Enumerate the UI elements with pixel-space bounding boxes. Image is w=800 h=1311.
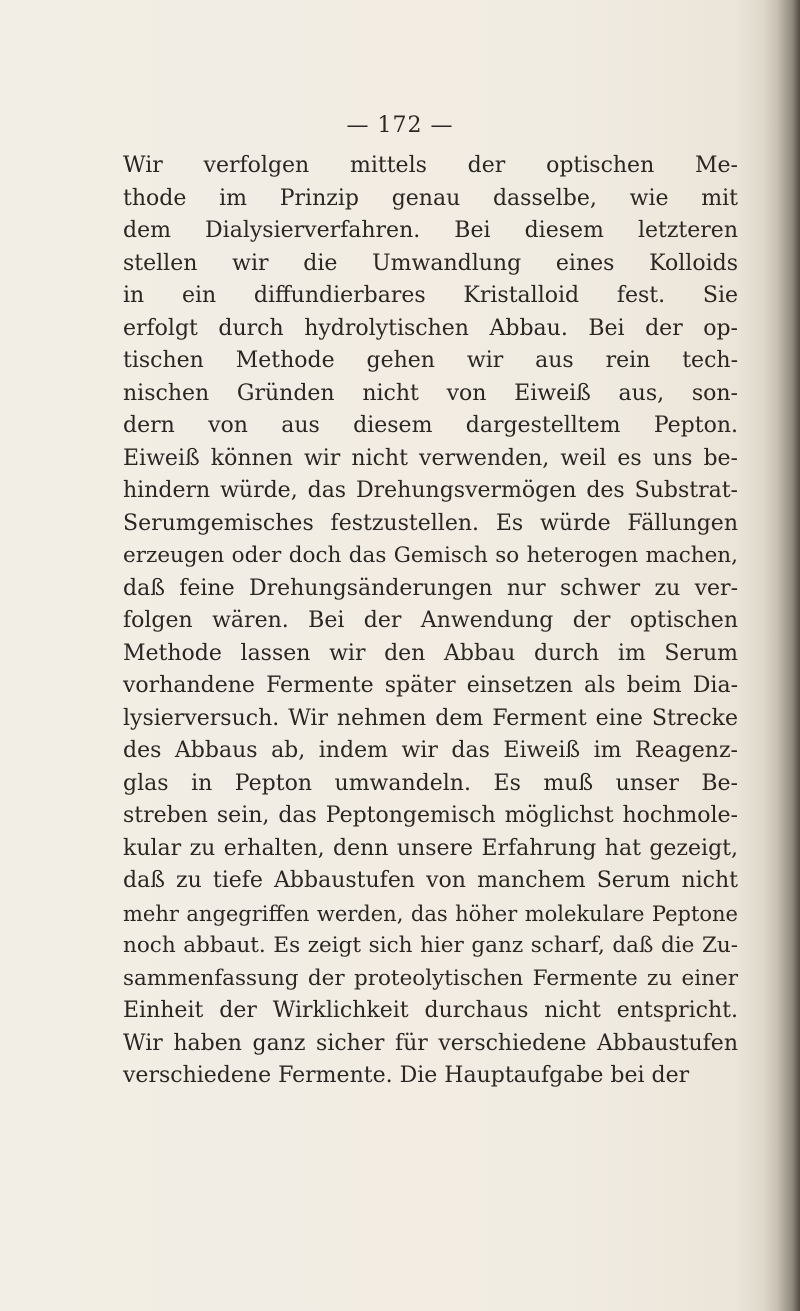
text-line: thode im Prinzip genau dasselbe, wie mit — [123, 185, 738, 211]
text-line: Methode lassen wir den Abbau durch im Serum — [123, 640, 738, 666]
text-line: erfolgt durch hydrolytischen Abbau. Bei der op- — [123, 315, 738, 341]
text-line: nischen Gründen nicht von Eiweiß aus, son- — [123, 380, 738, 406]
text-line: lysierversuch. Wir nehmen dem Ferment eine Strecke — [123, 705, 738, 731]
text-line: glas in Pepton umwandeln. Es muß unser Be- — [123, 770, 738, 796]
text-line: Einheit der Wirklichkeit durchaus nicht entspricht. — [123, 998, 738, 1023]
text-line: des Abbaus ab, indem wir das Eiweiß im Reagenz- — [123, 738, 738, 763]
text-line: folgen wären. Bei der Anwendung der optischen — [123, 608, 738, 633]
text-line: sammenfassung der proteolytischen Fermente zu einer — [123, 965, 738, 991]
text-line: mehr angegriffen werden, das höher molekulare Peptone — [123, 901, 738, 926]
body-paragraph — [123, 150, 738, 1093]
text-line: in ein diffundierbares Kristalloid fest. Sie — [123, 283, 738, 308]
text-line: Eiweiß können wir nicht verwenden, weil es uns be- — [123, 445, 738, 471]
text-line: Wir verfolgen mittels der optischen Me- — [123, 153, 738, 178]
text-line: daß zu tiefe Abbaustufen von manchem Serum nicht — [123, 868, 738, 893]
page-number-header: — 172 — — [346, 113, 454, 138]
text-line: kular zu erhalten, denn unsere Erfahrung hat gezeigt, — [123, 835, 738, 861]
text-line: vorhandene Fermente später einsetzen als beim Dia- — [123, 673, 738, 698]
text-line: Serumgemisches festzustellen. Es würde Fällungen — [123, 510, 738, 536]
text-line: Wir haben ganz sicher für verschiedene Abbaustufen — [123, 1030, 738, 1056]
text-line: hindern würde, das Drehungsvermögen des Substrat- — [123, 478, 738, 503]
text-line: dern von aus diesem dargestelltem Pepton. — [123, 413, 738, 438]
text-line: verschiedene Fermente. Die Hauptaufgabe bei der — [123, 1063, 690, 1088]
page-gutter-shadow — [762, 0, 800, 1311]
text-line: noch abbaut. Es zeigt sich hier ganz scharf, daß die Zu- — [123, 933, 738, 958]
text-line: streben sein, das Peptongemisch möglichst hochmole- — [123, 803, 738, 828]
text-line: stellen wir die Umwandlung eines Kolloids — [123, 250, 738, 276]
text-line: daß feine Drehungsänderungen nur schwer zu ver- — [123, 575, 738, 601]
text-line: erzeugen oder doch das Gemisch so heterogen machen, — [123, 543, 738, 568]
text-line: dem Dialysierverfahren. Bei diesem letzteren — [123, 218, 738, 243]
text-line: tischen Methode gehen wir aus rein tech- — [123, 348, 738, 373]
